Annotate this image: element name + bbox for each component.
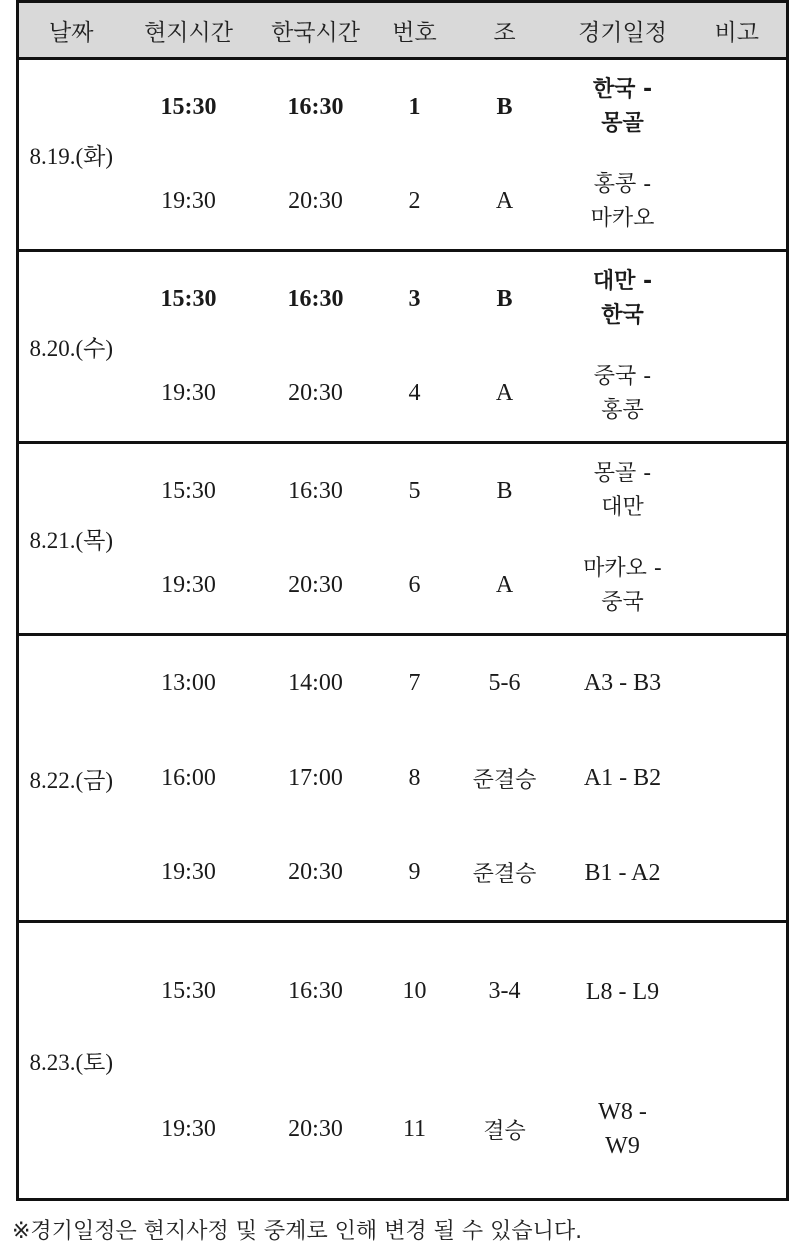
group-cell: B [452, 443, 558, 539]
match-number-cell: 10 [378, 922, 452, 1061]
group-cell: B [452, 251, 558, 347]
remarks-cell [688, 347, 788, 443]
fixture-line: 마카오 - [583, 555, 662, 581]
table-row [18, 59, 788, 155]
group-cell: A [495, 380, 514, 407]
remarks-cell [688, 1061, 788, 1200]
remarks-cell [688, 155, 788, 251]
table-row [18, 251, 788, 347]
header-korea-time: 한국시간 [254, 2, 378, 59]
fixture-cell [558, 826, 688, 922]
local-time-cell: 19:30 [161, 572, 216, 599]
table-row [18, 347, 788, 443]
match-number-cell: 7 [378, 635, 452, 731]
remarks-cell [688, 826, 788, 922]
local-time-cell: 13:00 [124, 635, 254, 731]
date-cell: 8.22.(금) [18, 635, 124, 922]
fixture-cell [558, 731, 688, 826]
header-match-number: 번호 [378, 2, 452, 59]
match-number-cell: 8 [408, 764, 421, 791]
header-group: 조 [452, 2, 558, 59]
korea-time-cell: 20:30 [288, 188, 343, 215]
remarks-cell [688, 539, 788, 635]
group-cell: 3-4 [452, 922, 558, 1061]
fixture-line: 대만 - [592, 269, 653, 295]
fixture-cell [558, 59, 688, 155]
fixture-line: W9 [605, 1133, 640, 1160]
group-cell: B [452, 59, 558, 155]
header-fixture: 경기일정 [558, 2, 688, 59]
local-time-cell: 19:30 [161, 1115, 216, 1142]
korea-time-cell: 17:00 [288, 764, 343, 791]
local-time-cell: 15:30 [124, 59, 254, 155]
fixture-cell [558, 922, 688, 1061]
korea-time-cell: 20:30 [288, 859, 343, 886]
remarks-cell [688, 922, 788, 1061]
group-cell: 준결승 [472, 767, 537, 793]
fixture-line: 몽골 - [593, 461, 652, 487]
fixture-cell [558, 1061, 688, 1200]
fixture-line: 몽골 [601, 111, 644, 137]
fixture-line: 중국 - [593, 363, 652, 389]
match-number-cell: 4 [408, 380, 421, 407]
table-row [18, 922, 788, 1061]
fixture-line: 홍콩 [601, 397, 644, 423]
table-row [18, 826, 788, 922]
fixture-cell [558, 539, 688, 635]
group-cell: 준결승 [472, 862, 537, 888]
local-time-cell: 19:30 [161, 380, 216, 407]
match-number-cell: 6 [408, 572, 421, 599]
fixture-cell [558, 635, 688, 731]
korea-time-cell: 16:30 [254, 443, 378, 539]
fixture-line: 마카오 [590, 205, 655, 231]
remarks-cell [688, 59, 788, 155]
match-number-cell: 1 [378, 59, 452, 155]
fixture-cell [558, 155, 688, 251]
korea-time-cell: 16:30 [254, 59, 378, 155]
date-cell: 8.21.(목) [18, 443, 124, 635]
remarks-cell [688, 443, 788, 539]
fixture-cell [558, 347, 688, 443]
local-time-cell: 15:30 [124, 922, 254, 1061]
header-local-time: 현지시간 [124, 2, 254, 59]
header-row [18, 2, 788, 59]
local-time-cell: 15:30 [124, 443, 254, 539]
table-row [18, 635, 788, 731]
local-time-cell: 19:30 [161, 188, 216, 215]
fixture-line: A3 - B3 [583, 670, 662, 697]
remarks-cell [688, 635, 788, 731]
table-row [18, 731, 788, 826]
local-time-cell: 16:00 [161, 764, 216, 791]
match-number-cell: 2 [408, 188, 421, 215]
korea-time-cell: 20:30 [288, 380, 343, 407]
date-cell: 8.23.(토) [18, 922, 124, 1200]
group-cell: A [495, 188, 514, 215]
korea-time-cell: 14:00 [254, 635, 378, 731]
fixture-line: B1 - A2 [584, 859, 661, 886]
footnote: ※경기일정은 현지사정 및 중계로 인해 변경 될 수 있습니다. [12, 1219, 583, 1244]
table-row [18, 443, 788, 539]
fixture-line: 한국 [601, 303, 644, 329]
table-row [18, 155, 788, 251]
fixture-cell [558, 251, 688, 347]
local-time-cell: 19:30 [161, 859, 216, 886]
korea-time-cell: 16:30 [254, 251, 378, 347]
match-number-cell: 9 [408, 859, 421, 886]
schedule-body [18, 59, 788, 1200]
schedule-table [16, 0, 789, 1201]
match-number-cell: 3 [378, 251, 452, 347]
fixture-cell [558, 443, 688, 539]
group-cell: A [495, 572, 514, 599]
fixture-line: 대만 [601, 495, 644, 521]
korea-time-cell: 16:30 [254, 922, 378, 1061]
group-cell: 결승 [483, 1118, 526, 1144]
group-cell: 5-6 [452, 635, 558, 731]
korea-time-cell: 20:30 [288, 1115, 343, 1142]
header-remarks: 비고 [688, 2, 788, 59]
local-time-cell: 15:30 [124, 251, 254, 347]
fixture-line: 중국 [601, 589, 644, 615]
header-date: 날짜 [18, 2, 124, 59]
match-number-cell: 5 [378, 443, 452, 539]
fixture-line: L8 - L9 [585, 978, 660, 1005]
table-row [18, 539, 788, 635]
fixture-line: W8 - [598, 1099, 647, 1126]
fixture-line: A1 - B2 [583, 765, 662, 791]
korea-time-cell: 20:30 [288, 572, 343, 599]
table-row [18, 1061, 788, 1200]
date-cell: 8.19.(화) [18, 59, 124, 251]
remarks-cell [688, 251, 788, 347]
remarks-cell [688, 731, 788, 826]
date-cell: 8.20.(수) [18, 251, 124, 443]
fixture-line: 한국 - [592, 77, 653, 103]
fixture-line: 홍콩 - [593, 171, 652, 197]
match-number-cell: 11 [402, 1115, 427, 1142]
